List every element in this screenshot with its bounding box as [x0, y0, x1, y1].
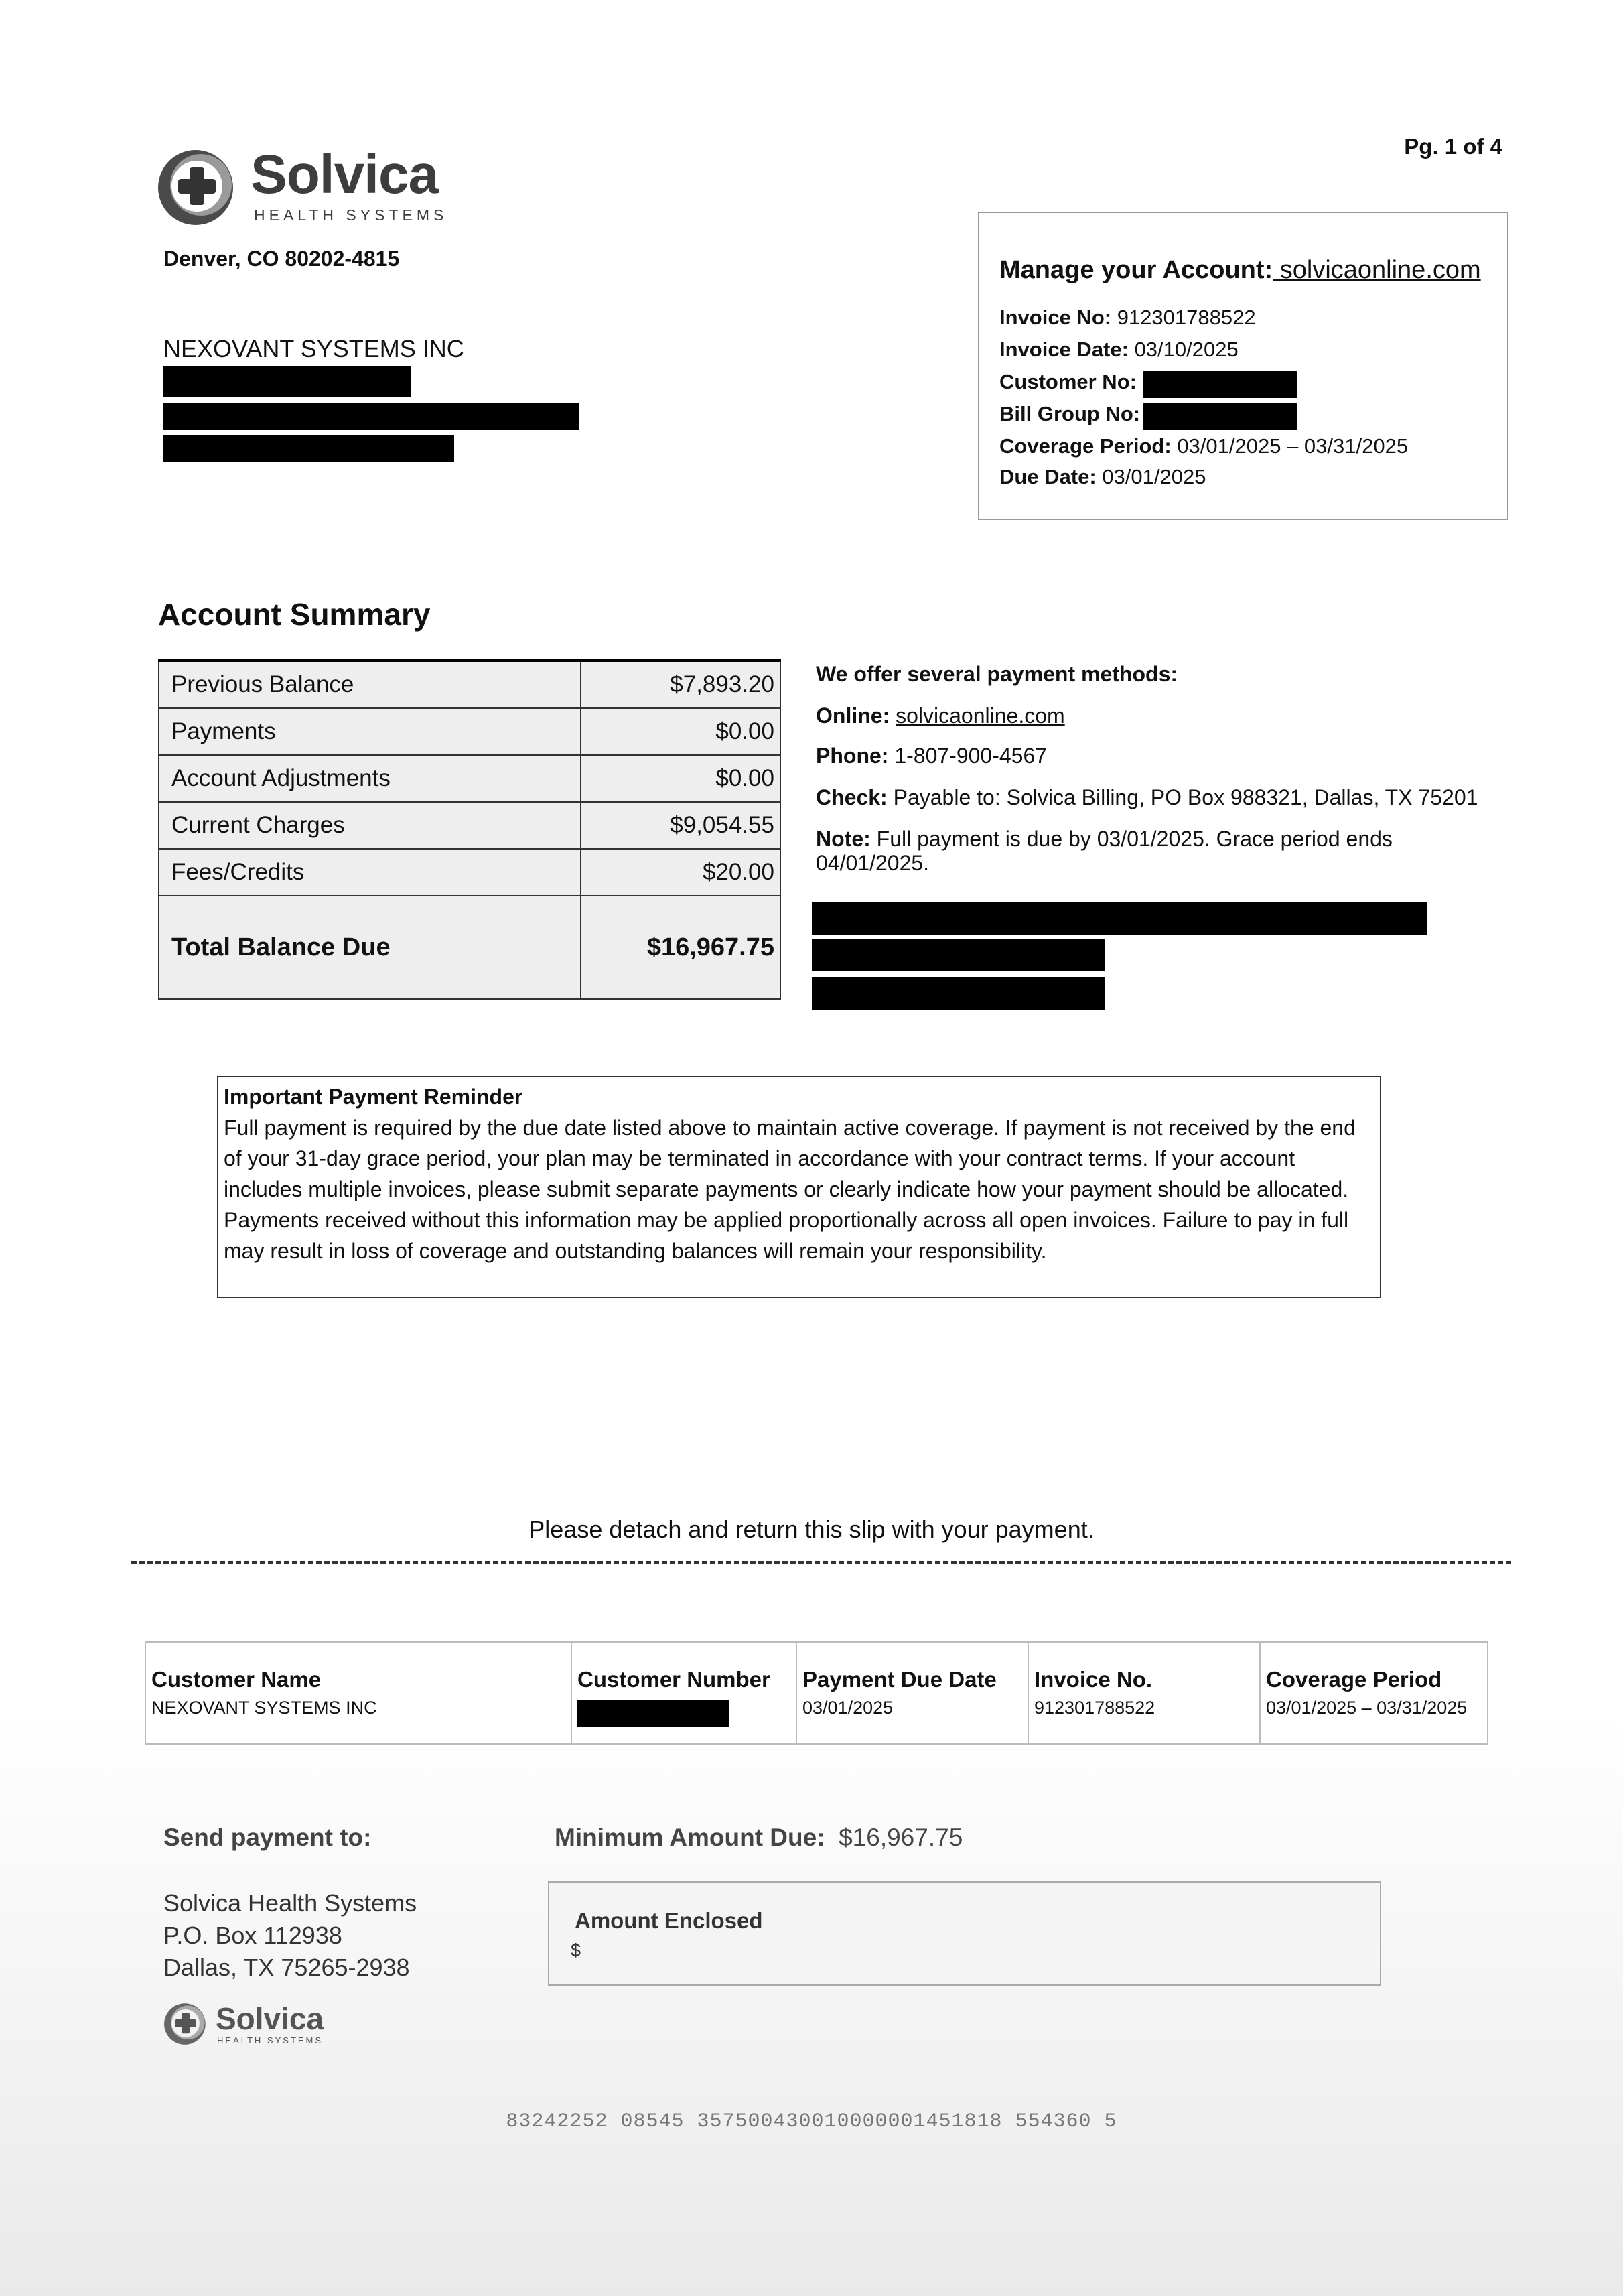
redacted-block — [812, 939, 1105, 971]
row-label: Payments — [159, 708, 581, 755]
send-payment-title: Send payment to: — [163, 1824, 372, 1851]
recipient-name: NEXOVANT SYSTEMS INC — [163, 335, 464, 362]
row-value: $7,893.20 — [581, 661, 780, 709]
table-row — [159, 802, 780, 849]
solvica-logo — [157, 144, 448, 228]
payment-note-cont: 04/01/2025. — [816, 851, 930, 875]
stub-cell-coverage-period: Coverage Period 03/01/2025 – 03/31/2025 — [1260, 1642, 1488, 1744]
redacted-bill-group — [1143, 403, 1297, 430]
table-row — [159, 661, 780, 709]
minimum-amount-due: Minimum Amount Due: $16,967.75 — [555, 1824, 963, 1851]
redacted-block — [812, 977, 1105, 1010]
row-label: Account Adjustments — [159, 755, 581, 802]
table-row — [159, 755, 780, 802]
sender-address: Denver, CO 80202-4815 — [163, 247, 400, 271]
stub-cell-customer-name: Customer Name NEXOVANT SYSTEMS INC — [145, 1642, 571, 1744]
payment-check: Check: Payable to: Solvica Billing, PO Box 988321, Dallas, TX 75201 — [816, 785, 1478, 809]
total-label: Total Balance Due — [159, 896, 581, 999]
row-label: Current Charges — [159, 802, 581, 849]
stub-cell-customer-number: Customer Number — [571, 1642, 796, 1744]
reminder-body: Full payment is required by the due date listed above to maintain active coverage. If payment is not received by the end of your 31-day grace period, your plan may be terminated in accordance with your contract terms. If your account includes multiple invoices, please submit separate payments or clearly indicate how your payment should be allocated. Payments received without this information may be applied proportionally across all open invoices. Failure to pay in full may result in loss of coverage and outstanding balances will remain your responsibility. — [224, 1116, 1356, 1263]
customer-number-row: Customer No: — [999, 370, 1137, 393]
account-link[interactable]: solvicaonline.com — [1273, 256, 1481, 284]
redacted-customer-number — [1143, 371, 1297, 398]
row-value: $0.00 — [581, 755, 780, 802]
send-address-line: P.O. Box 112938 — [163, 1921, 342, 1949]
table-row — [159, 708, 780, 755]
row-label: Previous Balance — [159, 661, 581, 709]
remittance-info-table — [145, 1641, 1488, 1745]
account-info-box — [978, 212, 1508, 520]
currency-symbol: $ — [571, 1940, 581, 1960]
ocr-scanline: 83242252 08545 357500430010000001451818 554360 5 — [506, 2110, 1117, 2133]
reminder-title: Important Payment Reminder — [224, 1085, 523, 1109]
logo-subtitle: HEALTH SYSTEMS — [217, 2035, 324, 2045]
row-label: Fees/Credits — [159, 849, 581, 896]
coverage-period-row: Coverage Period: 03/01/2025 – 03/31/2025 — [999, 434, 1409, 458]
stub-cell-due-date: Payment Due Date 03/01/2025 — [796, 1642, 1028, 1744]
invoice-number-row: Invoice No: 912301788522 — [999, 306, 1256, 329]
page-indicator: Pg. 1 of 4 — [1404, 134, 1502, 159]
total-row — [159, 896, 780, 999]
send-address-line: Dallas, TX 75265-2938 — [163, 1954, 410, 1981]
redacted-block — [812, 902, 1427, 935]
redacted-address-line — [163, 403, 579, 430]
row-value: $0.00 — [581, 708, 780, 755]
table-row — [145, 1642, 1488, 1744]
payment-phone: Phone: 1-807-900-4567 — [816, 744, 1048, 768]
account-summary-title: Account Summary — [158, 597, 431, 632]
logo-wordmark: Solvica — [216, 2001, 324, 2036]
online-payment-link[interactable]: solvicaonline.com — [896, 703, 1065, 728]
payment-online: Online: solvicaonline.com — [816, 703, 1065, 728]
logo-wordmark: Solvica — [251, 144, 439, 205]
detach-line — [131, 1561, 1511, 1564]
detach-instruction: Please detach and return this slip with your payment. — [528, 1515, 1095, 1543]
send-address-line: Solvica Health Systems — [163, 1889, 417, 1917]
amount-enclosed-field[interactable] — [548, 1881, 1381, 1986]
redacted-customer-number — [577, 1700, 729, 1727]
table-row — [159, 849, 780, 896]
payment-reminder-box — [217, 1076, 1381, 1298]
payment-methods-heading: We offer several payment methods: — [816, 662, 1178, 686]
total-value: $16,967.75 — [581, 896, 780, 999]
row-value: $20.00 — [581, 849, 780, 896]
solvica-logo-small — [163, 2002, 324, 2049]
redacted-address-line — [163, 435, 454, 462]
cross-logo-icon — [163, 2002, 208, 2046]
bill-group-row: Bill Group No: — [999, 402, 1141, 425]
payment-note: Note: Full payment is due by 03/01/2025. Grace period ends — [816, 827, 1393, 851]
redacted-address-line — [163, 366, 411, 397]
stub-cell-invoice-no: Invoice No. 912301788522 — [1028, 1642, 1260, 1744]
account-title: Manage your Account: solvicaonline.com — [999, 256, 1481, 284]
cross-logo-icon — [157, 147, 237, 228]
logo-subtitle: HEALTH SYSTEMS — [254, 206, 448, 224]
due-date-row: Due Date: 03/01/2025 — [999, 465, 1206, 488]
amount-enclosed-label: Amount Enclosed — [575, 1908, 763, 1933]
row-value: $9,054.55 — [581, 802, 780, 849]
invoice-date-row: Invoice Date: 03/10/2025 — [999, 338, 1239, 361]
account-summary-table — [158, 659, 781, 1000]
